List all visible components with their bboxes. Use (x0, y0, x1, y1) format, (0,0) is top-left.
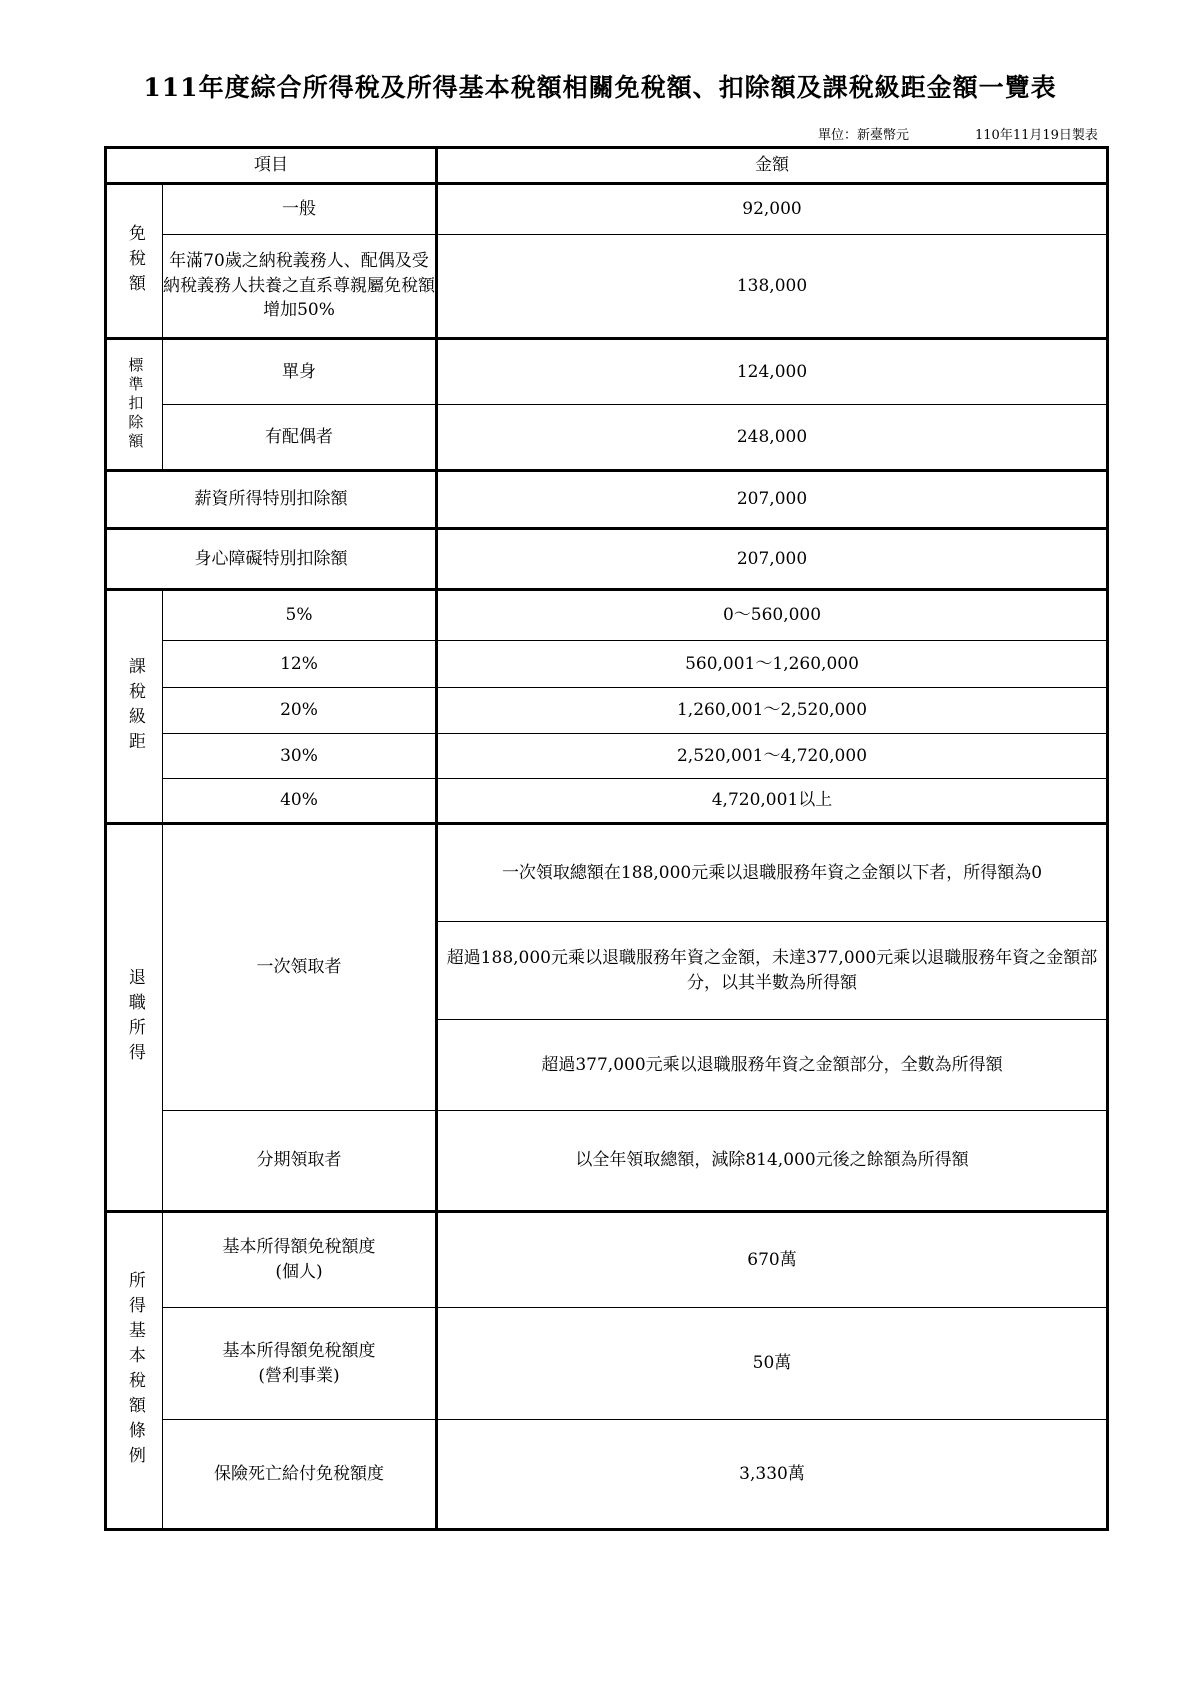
table-header-row (106, 148, 1108, 184)
table-row (106, 779, 1108, 824)
date-note: 110年11月19日製表 (975, 128, 1098, 143)
retirement-rule: 一次領取總額在188,000元乘以退職服務年資之金額以下者，所得額為0 (437, 824, 1108, 922)
basic-tax-amount: 50萬 (437, 1308, 1108, 1420)
table-row (106, 529, 1108, 590)
table-row (106, 734, 1108, 779)
tax-range: 560,001～1,260,000 (437, 641, 1108, 688)
exemption-amount: 92,000 (437, 184, 1108, 235)
tax-rate: 20% (163, 688, 437, 734)
basic-tax-item-line1: 保險死亡給付免稅額度 (214, 1463, 384, 1484)
standard-deduction-item: 有配偶者 (163, 405, 437, 471)
tax-brackets-label: 課稅級距 (106, 590, 163, 824)
table-row (106, 1111, 1108, 1212)
basic-tax-item-line1: 基本所得額免稅額度 (222, 1237, 376, 1258)
standard-deduction-label: 標準扣除額 (106, 339, 163, 471)
basic-tax-amount: 3,330萬 (437, 1420, 1108, 1530)
table-row (106, 405, 1108, 471)
exemption-item: 年滿70歲之納稅義務人、配偶及受納稅義務人扶養之直系尊親屬免稅額增加50% (163, 235, 437, 339)
retirement-rule: 超過377,000元乘以退職服務年資之金額部分，全數為所得額 (437, 1020, 1108, 1111)
table-row (106, 184, 1108, 235)
table-row (106, 590, 1108, 641)
basic-tax-item (163, 1420, 437, 1530)
basic-tax-item (163, 1308, 437, 1420)
standard-deduction-amount: 248,000 (437, 405, 1108, 471)
standard-deduction-item: 單身 (163, 339, 437, 405)
retirement-installment-rule: 以全年領取總額，減除814,000元後之餘額為所得額 (437, 1111, 1108, 1212)
basic-tax-item-line2: (個人) (275, 1262, 323, 1282)
tax-rate: 12% (163, 641, 437, 688)
salary-deduction-amount: 207,000 (437, 471, 1108, 529)
retirement-rule: 超過188,000元乘以退職服務年資之金額，未達377,000元乘以退職服務年資之金額部分，以其半數為所得額 (437, 922, 1108, 1020)
tax-rate: 5% (163, 590, 437, 641)
basic-tax-item-line2: (營利事業) (258, 1365, 340, 1386)
document-title: 111年度綜合所得稅及所得基本稅額相關免稅額、扣除額及課稅級距金額一覽表 (143, 73, 1057, 102)
header-amount: 金額 (437, 148, 1108, 184)
summary-table (104, 146, 1109, 1531)
tax-range: 2,520,001～4,720,000 (437, 734, 1108, 779)
exemption-item: 一般 (163, 184, 437, 235)
tax-range: 4,720,001以上 (437, 779, 1108, 824)
tax-range: 1,260,001～2,520,000 (437, 688, 1108, 734)
basic-tax-item-line1: 基本所得額免稅額度 (222, 1340, 376, 1361)
table-row (106, 1420, 1108, 1530)
retirement-lump-sum-item: 一次領取者 (163, 824, 437, 1111)
retirement-label: 退職所得 (106, 824, 163, 1212)
disability-deduction-amount: 207,000 (437, 529, 1108, 590)
table-row (106, 1308, 1108, 1420)
tax-rate: 40% (163, 779, 437, 824)
salary-deduction-item: 薪資所得特別扣除額 (106, 471, 437, 529)
tax-rate: 30% (163, 734, 437, 779)
table-row (106, 641, 1108, 688)
table-row (106, 824, 1108, 922)
table-row (106, 339, 1108, 405)
standard-deduction-amount: 124,000 (437, 339, 1108, 405)
retirement-installment-item: 分期領取者 (163, 1111, 437, 1212)
unit-note: 單位：新臺幣元 (818, 128, 910, 143)
table-row (106, 1212, 1108, 1308)
basic-tax-amount: 670萬 (437, 1212, 1108, 1308)
disability-deduction-item: 身心障礙特別扣除額 (106, 529, 437, 590)
table-row (106, 688, 1108, 734)
basic-tax-label: 所得基本稅額條例 (106, 1212, 163, 1530)
basic-tax-item (163, 1212, 437, 1308)
table-row (106, 471, 1108, 529)
tax-range: 0～560,000 (437, 590, 1108, 641)
table-row (106, 235, 1108, 339)
exemption-amount: 138,000 (437, 235, 1108, 339)
exemption-label: 免稅額 (106, 184, 163, 339)
header-item: 項目 (106, 148, 437, 184)
